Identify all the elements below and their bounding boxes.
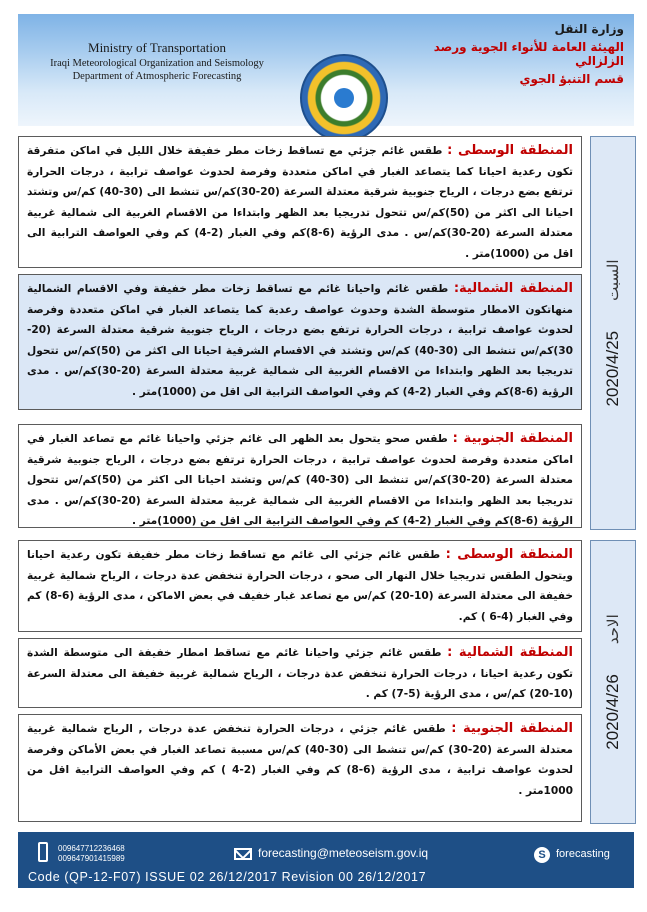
page-footer: [18, 832, 634, 888]
region-title: المنطقة الجنوبية :: [451, 721, 573, 736]
forecast-north-day2: [18, 638, 582, 708]
day-name: السبت: [605, 259, 622, 301]
ministry-name-ar: وزارة النقل: [554, 22, 624, 36]
skype-username[interactable]: forecasting: [556, 848, 610, 860]
region-title: المنطقة الوسطى :: [445, 547, 573, 562]
region-title: المنطقة الجنوبية :: [452, 431, 573, 446]
document-code: Code (QP-12-F07) ISSUE 02 26/12/2017 Revision 00 26/12/2017: [28, 870, 427, 884]
skype-icon: S: [534, 847, 550, 863]
region-forecast: طقس غائم جزئي مع تساقط زخات مطر خفيفة خلال الليل في اماكن متفرقة تكون رعدية احيانا كما يتصاعد الغبار في اماكن متعددة وفرصة لحدوث عواصف ترابية ، درجات الحرارة ترتفع بضع درجات ، الرياح جنوبية شرقية معتدلة السرعة (20-30)كم/س تنشط الى (30-40) كم/س وتشتد احيانا الى اكثر من (50)كم/س تتحول تدريجيا بعد الظهر وابتداءا من الاقسام الغربية الى شمالية غربية معتدلة السرعة (20-30)كم/س . مدى الرؤية (6-8)كم وفي الغبار (2-4) كم وفي العواصف الترابية الى اقل من (1000)متر .: [27, 145, 573, 260]
forecast-south-day2: [18, 714, 582, 822]
day-label-2: [590, 540, 636, 824]
header-arabic: [424, 22, 624, 86]
header-english: [42, 40, 272, 82]
forecast-central-day1: [18, 136, 582, 268]
day-label-1: [590, 136, 636, 530]
day-name: الاحد: [605, 614, 622, 645]
organization-name: Iraqi Meteorological Organization and Seismology: [50, 58, 264, 69]
department-name-ar: قسم التنبؤ الجوي: [519, 72, 624, 86]
contact-phones: [58, 844, 125, 864]
day-date: 2020/4/26: [603, 674, 622, 750]
contact-email[interactable]: forecasting@meteoseism.gov.iq: [258, 846, 429, 860]
organization-name-ar: الهيئة العامة للأنواء الجوية ورصد الزلزالي: [433, 40, 624, 68]
region-forecast: طقس غائم جزئي الى غائم مع تساقط زخات مطر خفيفة تكون رعدية احيانا ويتحول الطقس تدريجيا خلال النهار الى صحو ، درجات الحرارة تنخفض عدة درجات ، الرياح شمالية غربية خفيفة الى معتدلة السرعة (10-20) كم/س مع تصاعد غبار خفيف في بعض الاماكن ، مدى الرؤية (6-8) كم وفي الغبار (4-6 ) كم.: [27, 549, 573, 623]
region-forecast: طقس غائم واحيانا غائم مع تساقط زخات مطر خفيفة وفي الاقسام الشمالية منهاتكون الامطار متوسطة الشدة وحدوث عواصف رعدية كما يتصاعد الغبار في اماكن متعددة وفرصة لحدوث عواصف ترابية ، درجات الحرارة ترتفع بضع درجات ، الرياح جنوبية شرقية معتدلة السرعة (20-30)كم/س تنشط الى (30-40) كم/س وتشتد في الاقسام الشرقية احيانا الى اكثر من (50)كم/س تتحول تدريجيا بعد الظهر وابتداءا من الاقسام الغربية الى شمالية غربية معتدلة السرعة (20-30)كم/س . مدى الرؤية (6-8)كم وفي الغبار (2-4) كم وفي العواصف الترابية الى اقل من (1000)متر .: [27, 283, 573, 398]
phone-icon: [38, 842, 48, 862]
page-header: [18, 14, 634, 126]
ministry-name: Ministry of Transportation: [88, 40, 226, 55]
phone-number-1: 009647712236468: [58, 844, 125, 853]
region-forecast: طقس غائم جزئي واحيانا غائم مع تساقط امطار خفيفة الى متوسطة الشدة تكون رعدية احيانا ، درجات الحرارة تنخفض عدة درجات ، الرياح شمالية غربية خفيفة الى معتدلة السرعة (10-20) كم/س ، مدى الرؤية (5-7) كم .: [27, 647, 573, 700]
department-name: Department of Atmospheric Forecasting: [72, 71, 242, 82]
region-title: المنطقة الوسطى :: [447, 143, 573, 158]
phone-number-2: 009647901415989: [58, 854, 125, 863]
region-title: المنطقة الشمالية:: [453, 281, 573, 296]
region-forecast: طقس صحو يتحول بعد الظهر الى غائم جزئي واحيانا غائم مع تصاعد الغبار في اماكن متعددة وفرصة لحدوث عواصف ترابية ، درجات الحرارة ترتفع بضع درجات ، الرياح جنوبية شرقية معتدلة السرعة (20-30)كم/س تنشط الى (30-40) كم/س وتشتد احيانا الى اكثر من (50)كم/س تتحول تدريجيا بعد الظهر وابتداءا من الاقسام الغربية الى شمالية غربية معتدلة السرعة (20-30)كم/س . مدى الرؤية (6-8)كم وفي الغبار (2-4) كم وفي العواصف الترابية الى اقل من (1000)متر .: [27, 433, 573, 527]
organization-logo: [300, 54, 388, 142]
forecast-central-day2: [18, 540, 582, 632]
region-title: المنطقة الشمالية :: [447, 645, 574, 660]
day-date: 2020/4/25: [603, 330, 622, 407]
region-forecast: طقس غائم جزئي ، درجات الحرارة تنخفض عدة درجات , الرياح شمالية غربية معتدلة السرعة (20-30) كم/س تنشط الى (30-40) كم/س مسببة تصاعد الغبار في بعض الأماكن وفرصة لحدوث عواصف ترابية ، مدى الرؤية (6-8) كم وفي الغبار (2-4 ) كم وفي العواصف الترابية اقل من 1000متر .: [27, 723, 573, 797]
forecast-north-day1: [18, 274, 582, 410]
mail-icon: [234, 848, 252, 860]
forecast-south-day1: [18, 424, 582, 528]
